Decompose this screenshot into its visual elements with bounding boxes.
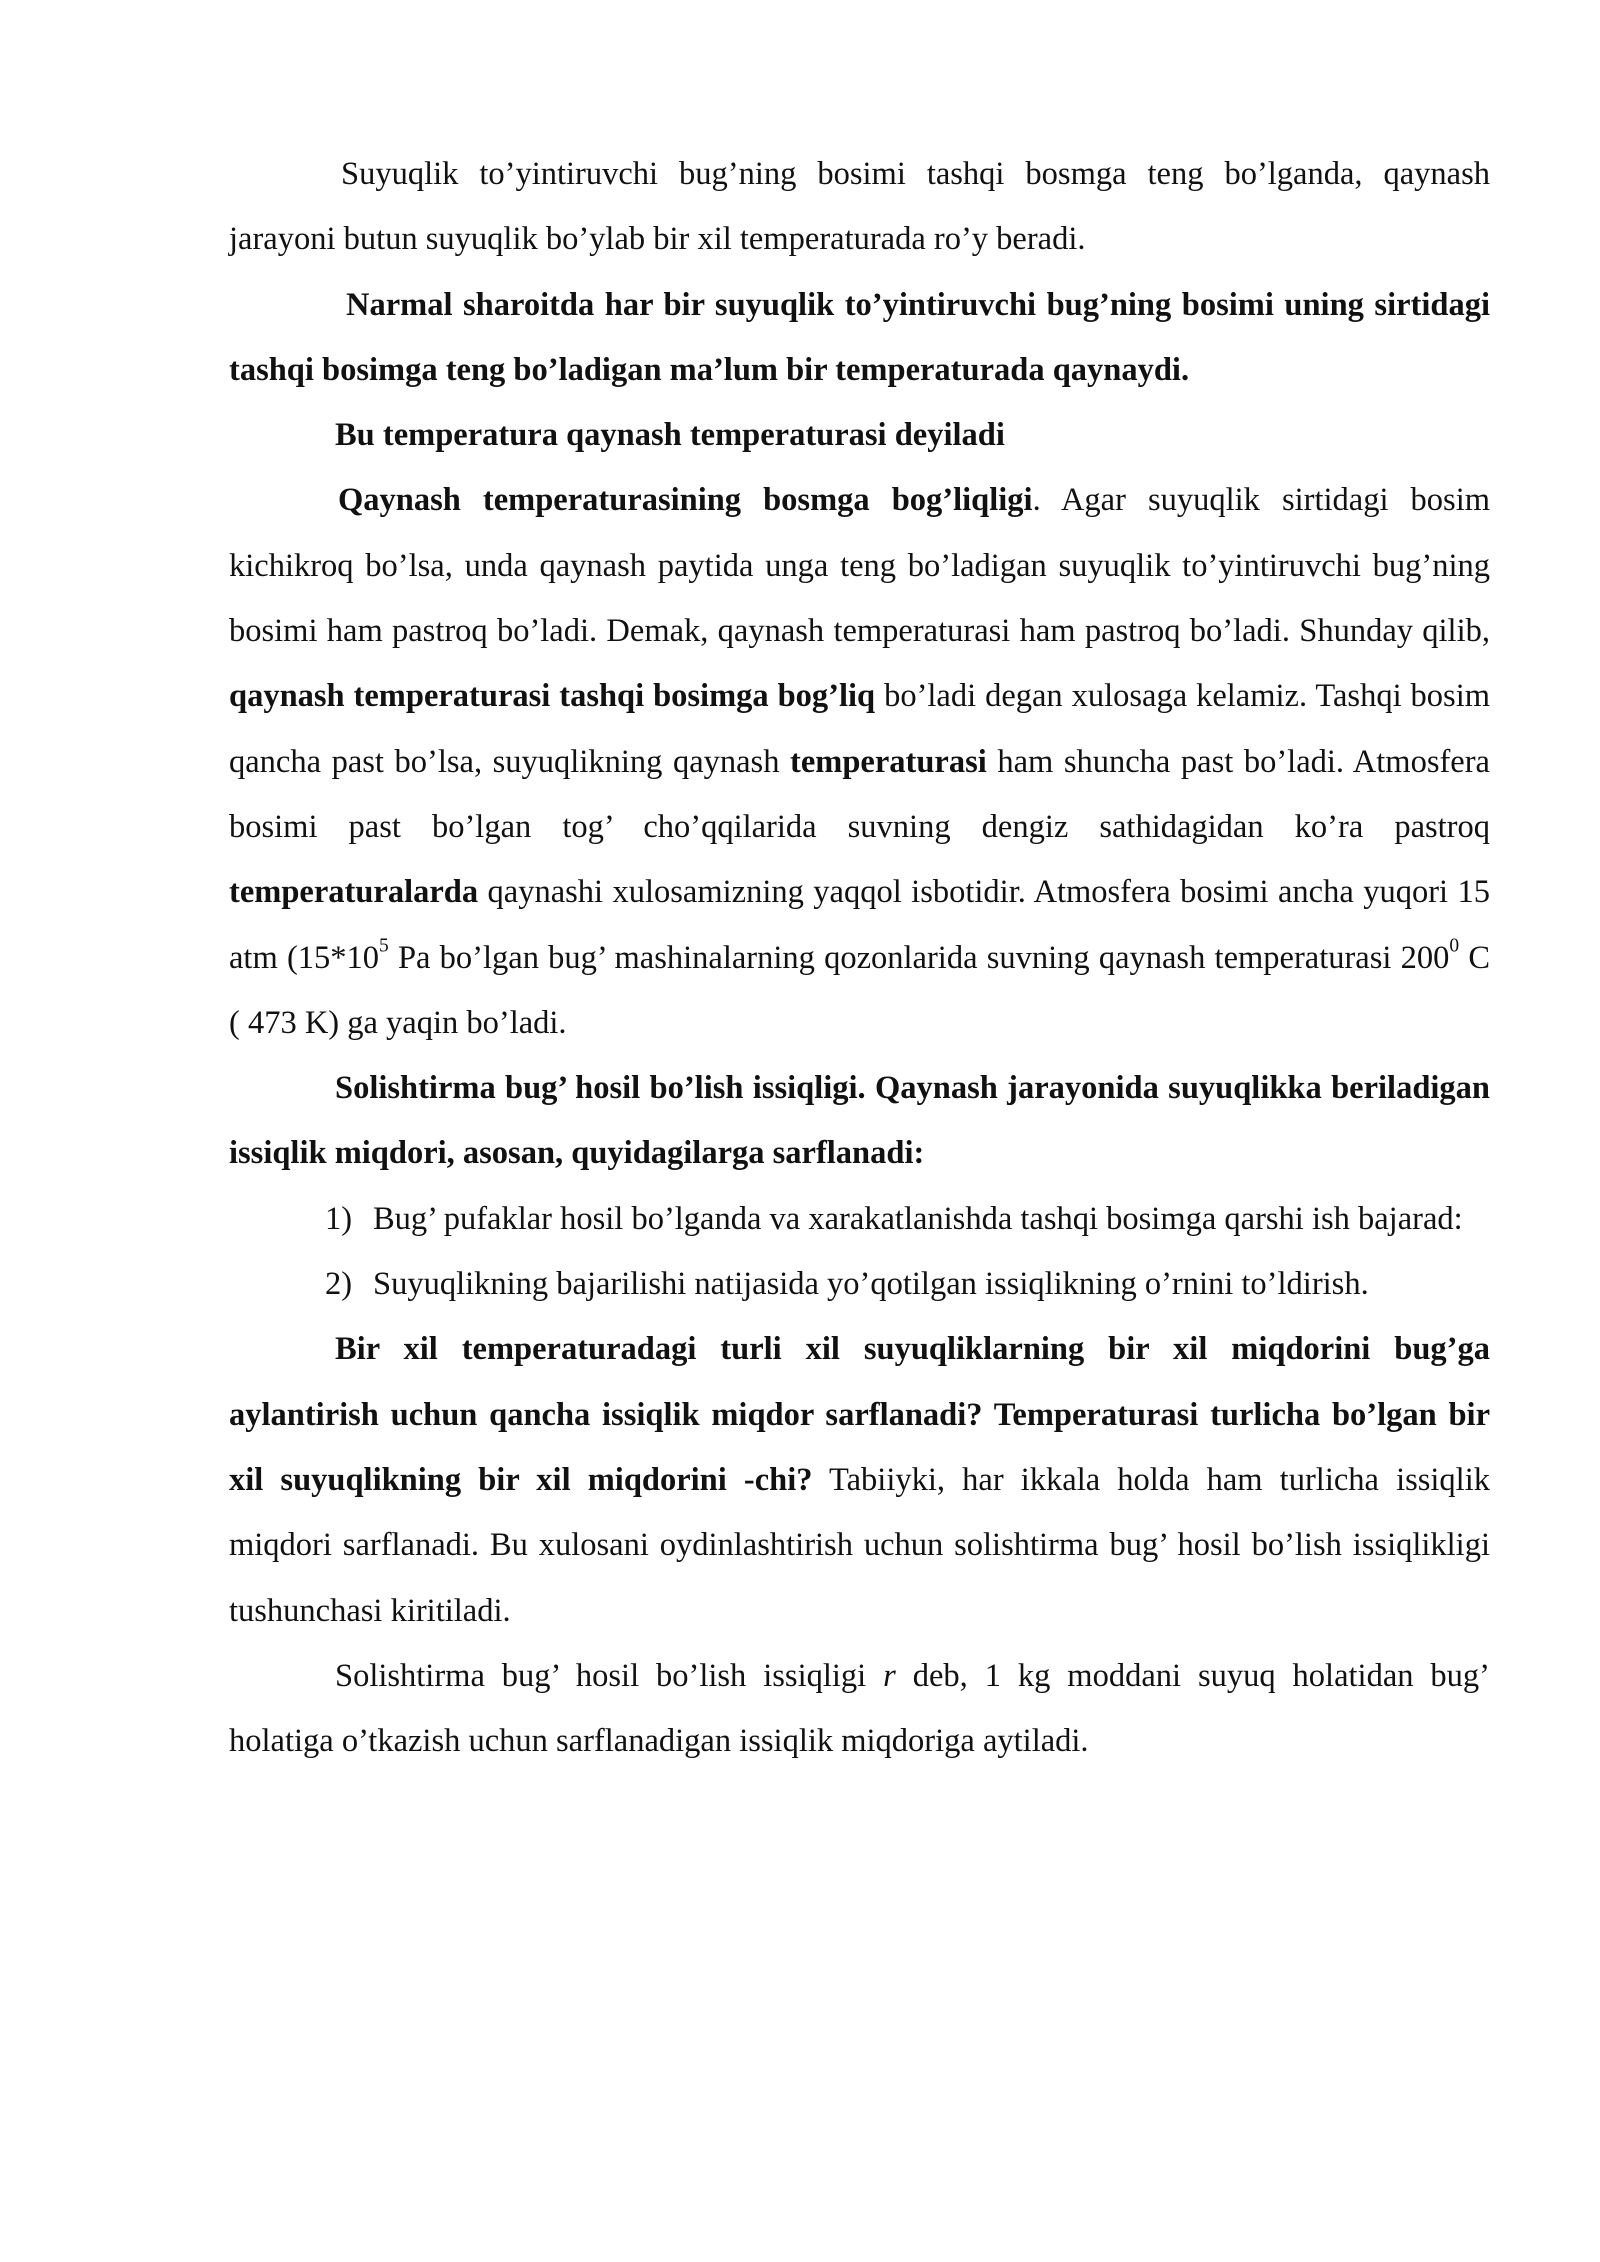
paragraph-question: Bir xil temperaturadagi turli xil suyuqliklarning bir xil miqdorini bug’ga aylantirish uchun qancha issiqlik miqdor sarflanadi? Temperaturasi turlicha bo’lgan bir xil suyuqlikning bir xil miqdorini -chi? Tabiiyki, har ikkala holda ham turlicha issiqlik miqdori sarflanadi. Bu xulosani oydinlashtirish uchun solishtirma bug’ hosil bo’lish issiqlikligi tushunchasi kiritiladi.: [229, 1331, 1490, 1629]
superscript-degree: 0: [1449, 935, 1460, 956]
numbered-list: [229, 1187, 1490, 1318]
list-item: 1) Bug’ pufaklar hosil bo’lganda va xarakatlanishda tashqi bosimga qarshi ish bajarad:: [325, 1200, 1463, 1237]
paragraph-pressure-dependence: Qaynash temperaturasining bosmga bog’liqligi. Agar suyuqlik sirtidagi bosim kichikroq bo’lsa, unda qaynash paytida unga teng bo’ladigan suyuqlik to’yintiruvchi bug’ning bosimi ham pastroq bo’ladi. Demak, qaynash temperaturasi ham pastroq bo’ladi. Shunday qilib, qaynash temperaturasi tashqi bosimga bog’liq bo’ladi degan xulosaga kelamiz. Tashqi bosim qancha past bo’lsa, suyuqlikning qaynash temperaturasi ham shuncha past bo’ladi. Atmosfera bosimi past bo’lgan tog’ cho’qqilarida suvning dengiz sathidagidan ko’ra pastroq temperaturalarda qaynashi xulosamizning yaqqol isbotidir. Atmosfera bosimi ancha yuqori 15 atm ($15*10^5$ Pa bo’lgan bug’ mashinalarning qozonlarida suvning qaynash temperaturasi $200^0$ C ( 473 K) ga yaqin bo’ladi.: [229, 482, 1491, 1041]
section-heading: Qaynash temperaturasining bosmga bog’liqligi: [338, 482, 1033, 519]
variable-r: r: [883, 1657, 896, 1694]
list-item: 2) Suyuqlikning bajarilishi natijasida yo’qotilgan issiqlikning o’rnini to’ldirish.: [325, 1266, 1369, 1303]
document-body: [229, 142, 1490, 1774]
paragraph-normal-conditions: Narmal sharoitda har bir suyuqlik to’yintiruvchi bug’ning bosimi uning sirtidagi tashqi bosimga teng bo’ladigan ma’lum bir temperaturada qaynaydi.: [229, 286, 1490, 388]
paragraph-specific-heat-definition: Solishtirma bug’ hosil bo’lish issiqligi r deb, 1 kg moddani suyuq holatidan bug’ holatiga o’tkazish uchun sarflanadigan issiqlik miqdoriga aytiladi.: [229, 1657, 1490, 1760]
paragraph-boiling-condition: Suyuqlik to’yintiruvchi bug’ning bosimi tashqi bosmga teng bo’lganda, qaynash jarayoni butun suyuqlik bo’ylab bir xil temperaturada ro’y beradi.: [229, 156, 1490, 258]
paragraph-definition: Bu temperatura qaynash temperaturasi deyiladi: [335, 417, 1005, 454]
superscript-exponent: 5: [379, 935, 389, 956]
paragraph-specific-heat-heading: Solishtirma bug’ hosil bo’lish issiqligi. Qaynash jarayonida suyuqlikka beriladigan issiqlik miqdori, asosan, quyidagilarga sarflanadi:: [229, 1070, 1490, 1172]
